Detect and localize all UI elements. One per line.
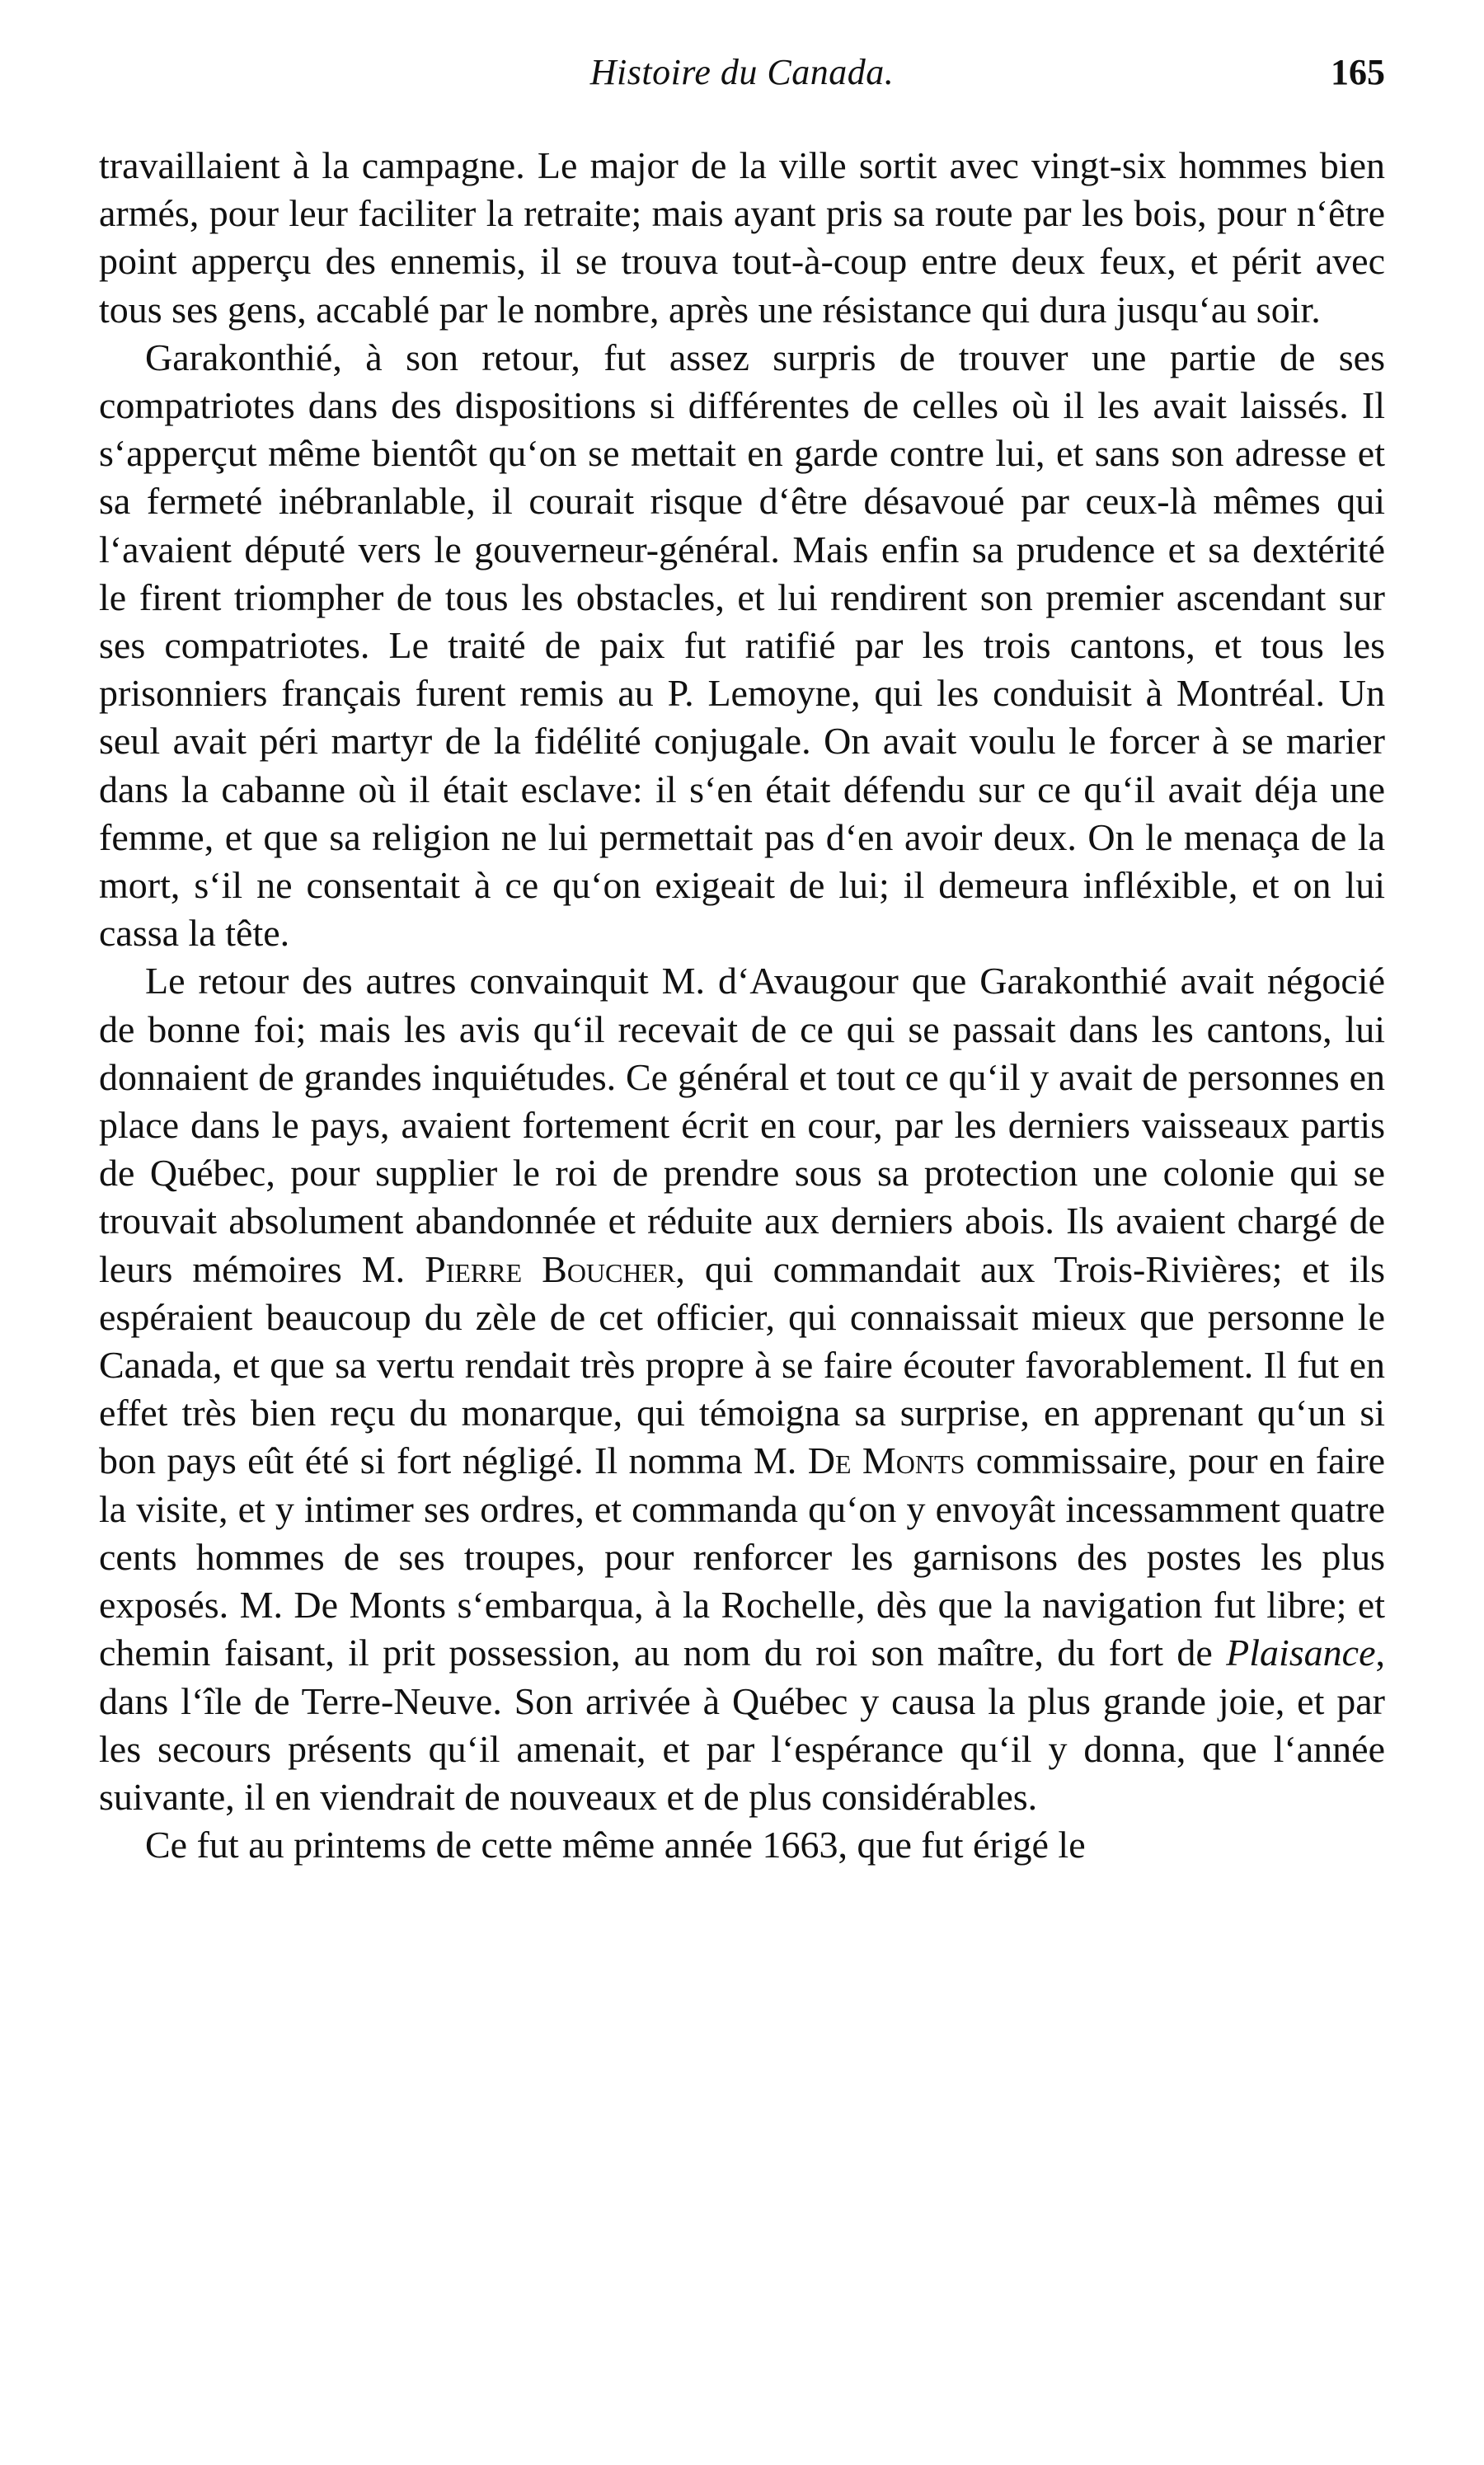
paragraph [99, 1821, 1385, 1869]
text-run: Garakonthié, à son retour, fut assez surpris de trouver une partie de ses compatriotes dans des dispositions si différentes de celles où il les avait laissés. Il s‘apperçut même bientôt qu‘on se mettait en garde contre lui, et sans son adresse et sa fermeté inébranlable, il courait risque d‘être désavoué par ceux-là mêmes qui l‘avaient député vers le gouverneur-général. Mais enfin sa prudence et sa dextérité le firent triompher de tous les obstacles, et lui rendirent son premier ascendant sur ses compatriotes. Le traité de paix fut ratifié par les trois cantons, et tous les prisonniers français furent remis au P. Lemoyne, qui les conduisit à Montréal. Un seul avait péri martyr de la fidélité conjugale. On avait voulu le forcer à se marier dans la cabanne où il était esclave: il s‘en était défendu sur ce qu‘il avait déja une femme, et que sa religion ne lui permettait pas d‘en avoir deux. On le menaça de la mort, s‘il ne consentait à ce qu‘on exigeait de lui; il demeura infléxible, et on lui cassa la tête. [99, 336, 1385, 955]
text-run: Le retour des autres convainquit M. d‘Avaugour que Garakonthié avait négocié de bonne foi; mais les avis qu‘il recevait de ce qui se passait dans les cantons, lui donnaient de grandes inquiétudes. Ce général et tout ce qu‘il y avait de personnes en place dans le pays, avaient fortement écrit en cour, par les derniers vaisseaux partis de Québec, pour supplier le roi de prendre sous sa protection une colonie qui se trouvait absolument abandonnée et réduite aux derniers abois. Ils avaient chargé de leurs mémoires M. [99, 960, 1385, 1290]
paragraph [99, 334, 1385, 958]
text-run: travaillaient à la campagne. Le major de la ville sortit avec vingt-six hommes bien armés, pour leur faciliter la retraite; mais ayant pris sa route par les bois, pour n‘être point apperçu des ennemis, il se trouva tout-à-coup entre deux feux, et périt avec tous ses gens, accablé par le nombre, après une résistance qui dura jusqu‘au soir. [99, 144, 1385, 331]
running-head [99, 48, 1385, 97]
small-caps-name: De Monts [807, 1439, 965, 1482]
text-run: , qui commandait aux Trois-Rivières; et ils espéraient beaucoup du zèle de cet officier, qui connaissait mieux que personne le Canada, et que sa vertu rendait très propre à se faire écouter favorablement. Il fut en effet très bien reçu du monarque, qui témoigna sa surprise, en apprenant qu‘un si bon pays eût été si fort négligé. Il nomma M. [99, 1247, 1386, 1482]
paragraph [99, 142, 1385, 334]
page-number: 165 [1331, 52, 1385, 92]
text-run: commissaire, pour en faire la visite, et y intimer ses ordres, et commanda qu‘on y envoyât incessamment quatre cents hommes de ses troupes, pour renforcer les garnisons des postes les plus exposés. M. De Monts s‘embarqua, à la Rochelle, dès que la navigation fut libre; et chemin faisant, il prit possession, au nom du roi son maître, du fort de [99, 1439, 1386, 1674]
paragraph [99, 957, 1385, 1821]
text-run: , dans l‘île de Terre-Neuve. Son arrivée à Québec y causa la plus grande joie, et par les secours présents qu‘il amenait, et par l‘espérance qu‘il y donna, que l‘année suivante, il en viendrait de nouveaux et de plus considérables. [99, 1632, 1385, 1818]
small-caps-name: Pierre Boucher [425, 1247, 676, 1290]
body-text [99, 142, 1385, 1869]
italic-place-name: Plaisance [1226, 1632, 1376, 1674]
text-run: Ce fut au printems de cette même année 1663, que fut érigé le [145, 1824, 1086, 1866]
running-title: Histoire du Canada. [589, 52, 895, 92]
